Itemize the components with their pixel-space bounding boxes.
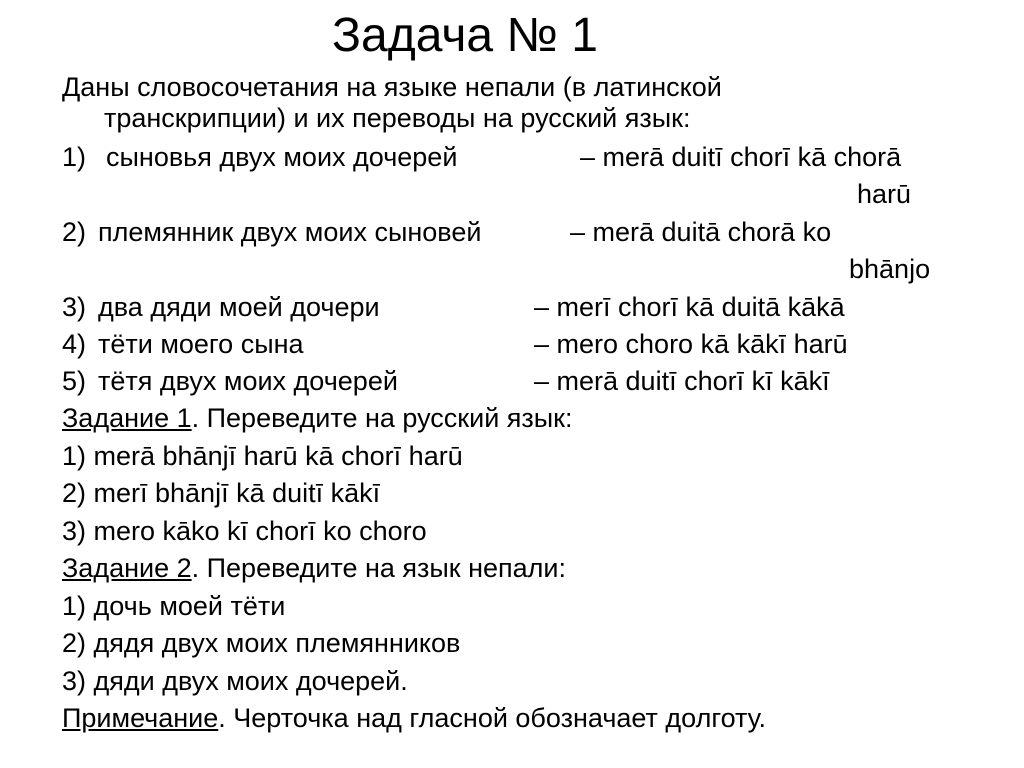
example-4-number: 4) xyxy=(62,329,87,359)
intro-line-2: транскрипции) и их переводы на русский язык: xyxy=(104,103,691,133)
example-3-number: 3) xyxy=(62,292,87,322)
task-1-item-1: 1) merā bhānjī harū kā chorī harū xyxy=(62,441,463,471)
task-2-heading xyxy=(62,551,566,585)
example-1-nepali: – merā duitī chorī kā chorā xyxy=(580,142,902,172)
example-5-number: 5) xyxy=(62,366,87,396)
task-2-item-2: 2) дядя двух моих племянников xyxy=(62,628,461,658)
example-3-russian: два дяди моей дочери xyxy=(98,292,380,322)
task-2-label: Задание 2 xyxy=(62,553,192,583)
task-1-label: Задание 1 xyxy=(62,403,192,433)
example-2-nepali-cont: bhānjo xyxy=(849,254,931,284)
example-5-nepali: – merā duitī chorī kī kākī xyxy=(534,366,830,396)
problem-title: Задача № 1 xyxy=(332,9,598,62)
note-line xyxy=(62,701,766,735)
example-1-number: 1) xyxy=(62,142,87,172)
example-2-nepali: – merā duitā chorā ko xyxy=(570,217,832,247)
example-3-nepali: – merī chorī kā duitā kākā xyxy=(534,292,845,322)
example-1-russian: сыновья двух моих дочерей xyxy=(106,142,458,172)
example-4-russian: тёти моего сына xyxy=(98,329,304,359)
example-4-nepali: – mero choro kā kākī harū xyxy=(534,329,848,359)
example-2-russian: племянник двух моих сыновей xyxy=(98,217,482,247)
note-label: Примечание xyxy=(62,703,219,733)
task-2-item-1: 1) дочь моей тёти xyxy=(62,591,286,621)
example-2-number: 2) xyxy=(62,217,87,247)
task-2-item-3: 3) дяди двух моих дочерей. xyxy=(62,666,408,696)
task-1-item-2: 2) merī bhānjī kā duitī kākī xyxy=(62,478,381,508)
example-1-nepali-cont: harū xyxy=(857,179,912,209)
task-1-item-3: 3) mero kāko kī chorī ko choro xyxy=(62,516,427,546)
task-1-text: . Переведите на русский язык: xyxy=(191,403,573,433)
note-text: . Черточка над гласной обозначает долготу. xyxy=(218,703,766,733)
intro-line-1: Даны словосочетания на языке непали (в латинской xyxy=(62,72,722,102)
task-2-text: . Переведите на язык непали: xyxy=(191,553,567,583)
example-5-russian: тётя двух моих дочерей xyxy=(98,366,398,396)
task-1-heading xyxy=(62,401,573,435)
